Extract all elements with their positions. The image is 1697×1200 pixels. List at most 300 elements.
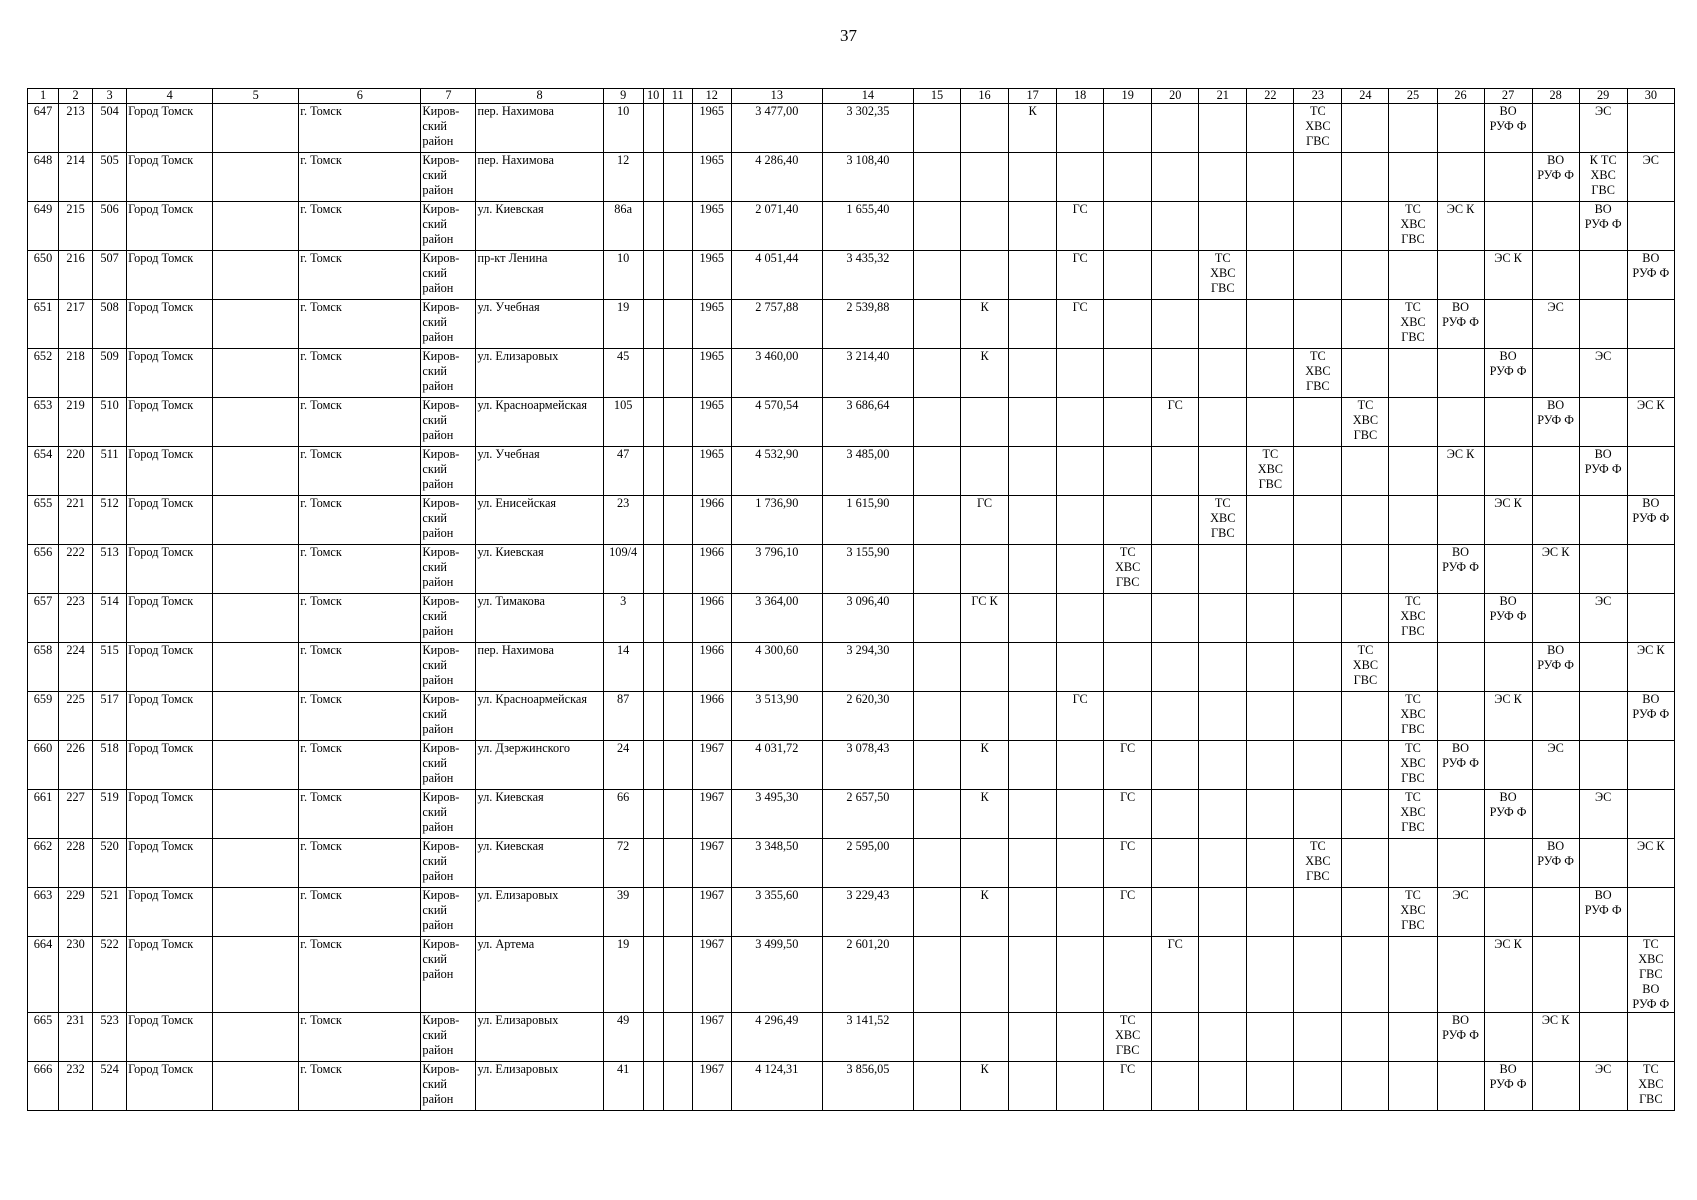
table-cell-col-14: 3 078,43	[822, 741, 913, 790]
table-cell-col-4: Город Томск	[127, 643, 213, 692]
table-cell-col-20	[1152, 839, 1199, 888]
table-cell-col-5	[213, 937, 299, 1013]
table-cell-col-29	[1579, 839, 1627, 888]
table-cell-col-2: 219	[59, 398, 93, 447]
table-cell-col-11	[663, 790, 692, 839]
table-cell-col-12: 1965	[692, 349, 731, 398]
table-cell-col-19	[1104, 692, 1152, 741]
table-cell-col-15	[913, 104, 960, 153]
table-cell-col-4: Город Томск	[127, 300, 213, 349]
table-cell-col-19	[1104, 202, 1152, 251]
table-cell-col-22	[1247, 741, 1294, 790]
table-cell-col-20	[1152, 692, 1199, 741]
table-cell-col-3: 509	[93, 349, 127, 398]
table-cell-col-2: 228	[59, 839, 93, 888]
table-cell-col-15	[913, 545, 960, 594]
table-cell-col-18	[1057, 937, 1104, 1013]
table-cell-col-4: Город Томск	[127, 104, 213, 153]
table-cell-col-16: К	[961, 1062, 1009, 1111]
table-cell-col-3: 524	[93, 1062, 127, 1111]
table-cell-col-28	[1532, 790, 1579, 839]
table-cell-col-29	[1579, 1013, 1627, 1062]
table-cell-col-11	[663, 398, 692, 447]
table-cell-col-10	[643, 300, 663, 349]
table-cell-col-30	[1627, 545, 1674, 594]
table-cell-col-10	[643, 545, 663, 594]
table-cell-col-27: ВО РУФ Ф	[1484, 104, 1532, 153]
column-header-7: 7	[421, 89, 476, 104]
table-cell-col-1: 655	[28, 496, 59, 545]
table-cell-col-1: 657	[28, 594, 59, 643]
table-cell-col-24	[1342, 1013, 1389, 1062]
table-cell-col-2: 213	[59, 104, 93, 153]
table-cell-col-15	[913, 692, 960, 741]
table-cell-col-26	[1437, 643, 1484, 692]
table-cell-col-27	[1484, 741, 1532, 790]
table-cell-col-25	[1389, 937, 1437, 1013]
table-cell-col-22: ТС ХВС ГВС	[1247, 447, 1294, 496]
table-cell-col-5	[213, 1062, 299, 1111]
table-cell-col-14: 3 096,40	[822, 594, 913, 643]
table-cell-col-4: Город Томск	[127, 839, 213, 888]
table-row	[28, 153, 1675, 202]
table-cell-col-4: Город Томск	[127, 741, 213, 790]
table-cell-col-12: 1966	[692, 594, 731, 643]
column-header-17: 17	[1009, 89, 1057, 104]
table-cell-col-16: К	[961, 790, 1009, 839]
table-cell-col-4: Город Томск	[127, 398, 213, 447]
table-cell-col-22	[1247, 888, 1294, 937]
table-cell-col-8: ул. Елизаровых	[476, 349, 603, 398]
table-cell-col-13: 4 286,40	[731, 153, 822, 202]
table-cell-col-22	[1247, 349, 1294, 398]
table-cell-col-17	[1009, 349, 1057, 398]
table-cell-col-18	[1057, 888, 1104, 937]
table-cell-col-19	[1104, 153, 1152, 202]
table-cell-col-3: 518	[93, 741, 127, 790]
table-cell-col-23	[1294, 1013, 1342, 1062]
table-cell-col-11	[663, 496, 692, 545]
table-cell-col-25	[1389, 1013, 1437, 1062]
table-cell-col-5	[213, 790, 299, 839]
table-cell-col-8: ул. Тимакова	[476, 594, 603, 643]
table-cell-col-21	[1199, 545, 1247, 594]
table-cell-col-9: 47	[603, 447, 643, 496]
table-cell-col-24	[1342, 447, 1389, 496]
table-cell-col-7: Киров- ский район	[421, 937, 476, 1013]
table-cell-col-21	[1199, 1062, 1247, 1111]
column-header-5: 5	[213, 89, 299, 104]
table-cell-col-22	[1247, 643, 1294, 692]
table-cell-col-16: ГС	[961, 496, 1009, 545]
table-cell-col-29: ЭС	[1579, 349, 1627, 398]
table-cell-col-19: ГС	[1104, 1062, 1152, 1111]
table-cell-col-11	[663, 692, 692, 741]
table-cell-col-28: ЭС	[1532, 741, 1579, 790]
table-cell-col-8: ул. Киевская	[476, 839, 603, 888]
table-cell-col-23	[1294, 545, 1342, 594]
table-cell-col-26	[1437, 251, 1484, 300]
table-cell-col-21	[1199, 741, 1247, 790]
table-cell-col-7: Киров- ский район	[421, 1013, 476, 1062]
table-cell-col-18	[1057, 398, 1104, 447]
table-cell-col-7: Киров- ский район	[421, 741, 476, 790]
table-cell-col-18	[1057, 741, 1104, 790]
table-cell-col-25: ТС ХВС ГВС	[1389, 594, 1437, 643]
table-cell-col-28	[1532, 251, 1579, 300]
table-cell-col-22	[1247, 594, 1294, 643]
table-cell-col-28	[1532, 594, 1579, 643]
table-cell-col-13: 3 513,90	[731, 692, 822, 741]
table-cell-col-25	[1389, 545, 1437, 594]
table-cell-col-3: 522	[93, 937, 127, 1013]
table-cell-col-7: Киров- ский район	[421, 839, 476, 888]
table-cell-col-20	[1152, 594, 1199, 643]
table-cell-col-26	[1437, 937, 1484, 1013]
table-cell-col-20	[1152, 447, 1199, 496]
table-cell-col-21	[1199, 202, 1247, 251]
table-cell-col-6: г. Томск	[299, 104, 421, 153]
table-cell-col-21	[1199, 300, 1247, 349]
table-cell-col-17	[1009, 300, 1057, 349]
table-cell-col-8: ул. Учебная	[476, 300, 603, 349]
table-cell-col-17	[1009, 937, 1057, 1013]
table-cell-col-21	[1199, 790, 1247, 839]
table-cell-col-23	[1294, 888, 1342, 937]
table-row	[28, 888, 1675, 937]
housing-register-table	[27, 88, 1675, 1111]
table-cell-col-10	[643, 888, 663, 937]
table-cell-col-13: 4 296,49	[731, 1013, 822, 1062]
table-cell-col-14: 3 141,52	[822, 1013, 913, 1062]
table-cell-col-29	[1579, 251, 1627, 300]
table-cell-col-12: 1965	[692, 202, 731, 251]
table-cell-col-8: ул. Елизаровых	[476, 1062, 603, 1111]
table-cell-col-15	[913, 888, 960, 937]
table-cell-col-17	[1009, 839, 1057, 888]
table-cell-col-4: Город Томск	[127, 888, 213, 937]
table-cell-col-28	[1532, 202, 1579, 251]
table-cell-col-9: 19	[603, 937, 643, 1013]
table-cell-col-1: 660	[28, 741, 59, 790]
table-cell-col-1: 654	[28, 447, 59, 496]
table-cell-col-26	[1437, 104, 1484, 153]
table-row	[28, 349, 1675, 398]
table-cell-col-7: Киров- ский район	[421, 1062, 476, 1111]
table-cell-col-25	[1389, 643, 1437, 692]
table-cell-col-15	[913, 741, 960, 790]
table-cell-col-6: г. Томск	[299, 839, 421, 888]
table-row	[28, 643, 1675, 692]
table-cell-col-15	[913, 1062, 960, 1111]
table-cell-col-25	[1389, 839, 1437, 888]
table-cell-col-14: 3 108,40	[822, 153, 913, 202]
table-cell-col-30	[1627, 300, 1674, 349]
table-cell-col-17	[1009, 790, 1057, 839]
table-cell-col-5	[213, 692, 299, 741]
table-cell-col-25: ТС ХВС ГВС	[1389, 202, 1437, 251]
table-cell-col-2: 221	[59, 496, 93, 545]
table-cell-col-23	[1294, 251, 1342, 300]
table-cell-col-22	[1247, 153, 1294, 202]
table-cell-col-7: Киров- ский район	[421, 643, 476, 692]
table-cell-col-17	[1009, 888, 1057, 937]
table-cell-col-11	[663, 545, 692, 594]
table-cell-col-17	[1009, 496, 1057, 545]
table-cell-col-24	[1342, 153, 1389, 202]
table-cell-col-3: 513	[93, 545, 127, 594]
table-cell-col-23: ТС ХВС ГВС	[1294, 104, 1342, 153]
table-cell-col-28	[1532, 447, 1579, 496]
table-cell-col-5	[213, 594, 299, 643]
table-cell-col-20	[1152, 349, 1199, 398]
table-cell-col-12: 1967	[692, 1013, 731, 1062]
table-cell-col-12: 1965	[692, 398, 731, 447]
table-cell-col-18	[1057, 643, 1104, 692]
table-cell-col-28: ВО РУФ Ф	[1532, 153, 1579, 202]
table-cell-col-4: Город Томск	[127, 692, 213, 741]
table-cell-col-7: Киров- ский район	[421, 349, 476, 398]
table-cell-col-15	[913, 1013, 960, 1062]
table-cell-col-3: 511	[93, 447, 127, 496]
table-cell-col-7: Киров- ский район	[421, 594, 476, 643]
table-row	[28, 790, 1675, 839]
table-cell-col-17	[1009, 741, 1057, 790]
table-cell-col-30	[1627, 594, 1674, 643]
table-cell-col-14: 1 655,40	[822, 202, 913, 251]
table-cell-col-26: ЭС	[1437, 888, 1484, 937]
table-cell-col-9: 87	[603, 692, 643, 741]
table-cell-col-5	[213, 447, 299, 496]
table-cell-col-26	[1437, 349, 1484, 398]
table-cell-col-29: ЭС	[1579, 104, 1627, 153]
table-cell-col-12: 1965	[692, 251, 731, 300]
table-cell-col-7: Киров- ский район	[421, 153, 476, 202]
table-row	[28, 1062, 1675, 1111]
table-cell-col-20	[1152, 545, 1199, 594]
table-cell-col-24	[1342, 888, 1389, 937]
table-cell-col-18	[1057, 349, 1104, 398]
table-cell-col-17	[1009, 692, 1057, 741]
table-cell-col-1: 662	[28, 839, 59, 888]
table-cell-col-14: 2 539,88	[822, 300, 913, 349]
table-cell-col-16	[961, 202, 1009, 251]
table-cell-col-3: 507	[93, 251, 127, 300]
table-cell-col-30	[1627, 202, 1674, 251]
table-cell-col-15	[913, 937, 960, 1013]
table-cell-col-2: 227	[59, 790, 93, 839]
table-cell-col-29	[1579, 741, 1627, 790]
table-cell-col-20: ГС	[1152, 398, 1199, 447]
table-cell-col-24: ТС ХВС ГВС	[1342, 643, 1389, 692]
column-header-9: 9	[603, 89, 643, 104]
table-cell-col-28	[1532, 496, 1579, 545]
table-cell-col-12: 1965	[692, 153, 731, 202]
table-cell-col-20	[1152, 202, 1199, 251]
table-cell-col-13: 3 348,50	[731, 839, 822, 888]
table-cell-col-17	[1009, 153, 1057, 202]
table-cell-col-6: г. Томск	[299, 1062, 421, 1111]
column-header-10: 10	[643, 89, 663, 104]
table-cell-col-27	[1484, 839, 1532, 888]
table-cell-col-23	[1294, 790, 1342, 839]
table-cell-col-21	[1199, 692, 1247, 741]
table-cell-col-9: 14	[603, 643, 643, 692]
table-cell-col-20	[1152, 153, 1199, 202]
table-cell-col-24	[1342, 839, 1389, 888]
table-cell-col-22	[1247, 790, 1294, 839]
table-cell-col-8: ул. Дзержинского	[476, 741, 603, 790]
table-cell-col-9: 41	[603, 1062, 643, 1111]
table-cell-col-13: 3 796,10	[731, 545, 822, 594]
table-cell-col-18: ГС	[1057, 692, 1104, 741]
table-cell-col-26	[1437, 594, 1484, 643]
table-cell-col-23: ТС ХВС ГВС	[1294, 839, 1342, 888]
table-cell-col-8: ул. Красноармейская	[476, 398, 603, 447]
table-row	[28, 398, 1675, 447]
table-cell-col-21	[1199, 643, 1247, 692]
table-cell-col-27	[1484, 153, 1532, 202]
table-cell-col-12: 1967	[692, 839, 731, 888]
table-cell-col-8: пр-кт Ленина	[476, 251, 603, 300]
table-cell-col-9: 66	[603, 790, 643, 839]
table-cell-col-23	[1294, 153, 1342, 202]
table-cell-col-15	[913, 398, 960, 447]
table-cell-col-24	[1342, 300, 1389, 349]
table-cell-col-27: ЭС К	[1484, 692, 1532, 741]
table-cell-col-1: 658	[28, 643, 59, 692]
table-cell-col-9: 3	[603, 594, 643, 643]
table-row	[28, 447, 1675, 496]
column-header-18: 18	[1057, 89, 1104, 104]
table-cell-col-5	[213, 153, 299, 202]
table-cell-col-18: ГС	[1057, 202, 1104, 251]
column-header-11: 11	[663, 89, 692, 104]
table-cell-col-4: Город Томск	[127, 1062, 213, 1111]
column-header-8: 8	[476, 89, 603, 104]
table-cell-col-19: ТС ХВС ГВС	[1104, 1013, 1152, 1062]
table-cell-col-17	[1009, 398, 1057, 447]
table-cell-col-19	[1104, 300, 1152, 349]
column-header-23: 23	[1294, 89, 1342, 104]
table-cell-col-26	[1437, 839, 1484, 888]
table-cell-col-10	[643, 1062, 663, 1111]
table-cell-col-3: 504	[93, 104, 127, 153]
table-cell-col-9: 23	[603, 496, 643, 545]
table-cell-col-22	[1247, 839, 1294, 888]
column-header-25: 25	[1389, 89, 1437, 104]
table-cell-col-13: 4 300,60	[731, 643, 822, 692]
table-cell-col-5	[213, 888, 299, 937]
table-cell-col-18	[1057, 790, 1104, 839]
table-cell-col-1: 656	[28, 545, 59, 594]
table-cell-col-7: Киров- ский район	[421, 104, 476, 153]
table-cell-col-16	[961, 839, 1009, 888]
table-cell-col-3: 517	[93, 692, 127, 741]
table-cell-col-4: Город Томск	[127, 545, 213, 594]
table-cell-col-30	[1627, 104, 1674, 153]
table-cell-col-14: 3 686,64	[822, 398, 913, 447]
table-cell-col-29: ЭС	[1579, 790, 1627, 839]
table-cell-col-25: ТС ХВС ГВС	[1389, 741, 1437, 790]
table-cell-col-15	[913, 594, 960, 643]
table-cell-col-2: 226	[59, 741, 93, 790]
table-row	[28, 692, 1675, 741]
table-cell-col-30: ВО РУФ Ф	[1627, 496, 1674, 545]
table-cell-col-6: г. Томск	[299, 251, 421, 300]
table-cell-col-16	[961, 447, 1009, 496]
table-row	[28, 839, 1675, 888]
table-cell-col-18	[1057, 839, 1104, 888]
table-cell-col-8: ул. Елизаровых	[476, 1013, 603, 1062]
table-cell-col-18	[1057, 1062, 1104, 1111]
table-cell-col-28	[1532, 1062, 1579, 1111]
table-cell-col-11	[663, 349, 692, 398]
table-cell-col-28: ВО РУФ Ф	[1532, 643, 1579, 692]
table-cell-col-17	[1009, 1062, 1057, 1111]
table-cell-col-23	[1294, 202, 1342, 251]
table-cell-col-6: г. Томск	[299, 496, 421, 545]
table-cell-col-23	[1294, 594, 1342, 643]
table-cell-col-29: ВО РУФ Ф	[1579, 888, 1627, 937]
table-cell-col-15	[913, 496, 960, 545]
table-cell-col-11	[663, 937, 692, 1013]
table-cell-col-21	[1199, 1013, 1247, 1062]
table-cell-col-18	[1057, 153, 1104, 202]
table-cell-col-20	[1152, 300, 1199, 349]
table-cell-col-25	[1389, 496, 1437, 545]
table-cell-col-19: ГС	[1104, 790, 1152, 839]
table-cell-col-4: Город Томск	[127, 937, 213, 1013]
table-cell-col-22	[1247, 104, 1294, 153]
table-cell-col-3: 505	[93, 153, 127, 202]
table-cell-col-1: 659	[28, 692, 59, 741]
table-cell-col-2: 220	[59, 447, 93, 496]
table-cell-col-3: 523	[93, 1013, 127, 1062]
table-cell-col-20	[1152, 888, 1199, 937]
table-cell-col-8: ул. Учебная	[476, 447, 603, 496]
table-cell-col-11	[663, 104, 692, 153]
table-cell-col-12: 1967	[692, 790, 731, 839]
table-cell-col-27	[1484, 300, 1532, 349]
table-cell-col-30	[1627, 790, 1674, 839]
table-cell-col-16	[961, 545, 1009, 594]
table-cell-col-10	[643, 153, 663, 202]
table-cell-col-10	[643, 251, 663, 300]
table-cell-col-19: ГС	[1104, 741, 1152, 790]
table-cell-col-11	[663, 300, 692, 349]
table-cell-col-7: Киров- ский район	[421, 888, 476, 937]
table-cell-col-14: 2 620,30	[822, 692, 913, 741]
table-cell-col-13: 1 736,90	[731, 496, 822, 545]
table-cell-col-26: ВО РУФ Ф	[1437, 300, 1484, 349]
table-cell-col-4: Город Томск	[127, 349, 213, 398]
table-cell-col-2: 231	[59, 1013, 93, 1062]
table-cell-col-30: ВО РУФ Ф	[1627, 692, 1674, 741]
table-cell-col-25: ТС ХВС ГВС	[1389, 888, 1437, 937]
table-cell-col-12: 1967	[692, 1062, 731, 1111]
table-cell-col-24	[1342, 790, 1389, 839]
table-row	[28, 251, 1675, 300]
column-header-22: 22	[1247, 89, 1294, 104]
table-cell-col-16	[961, 153, 1009, 202]
table-cell-col-23	[1294, 643, 1342, 692]
table-cell-col-1: 663	[28, 888, 59, 937]
table-cell-col-20	[1152, 790, 1199, 839]
table-cell-col-21	[1199, 594, 1247, 643]
table-cell-col-29	[1579, 496, 1627, 545]
table-cell-col-26: ВО РУФ Ф	[1437, 545, 1484, 594]
